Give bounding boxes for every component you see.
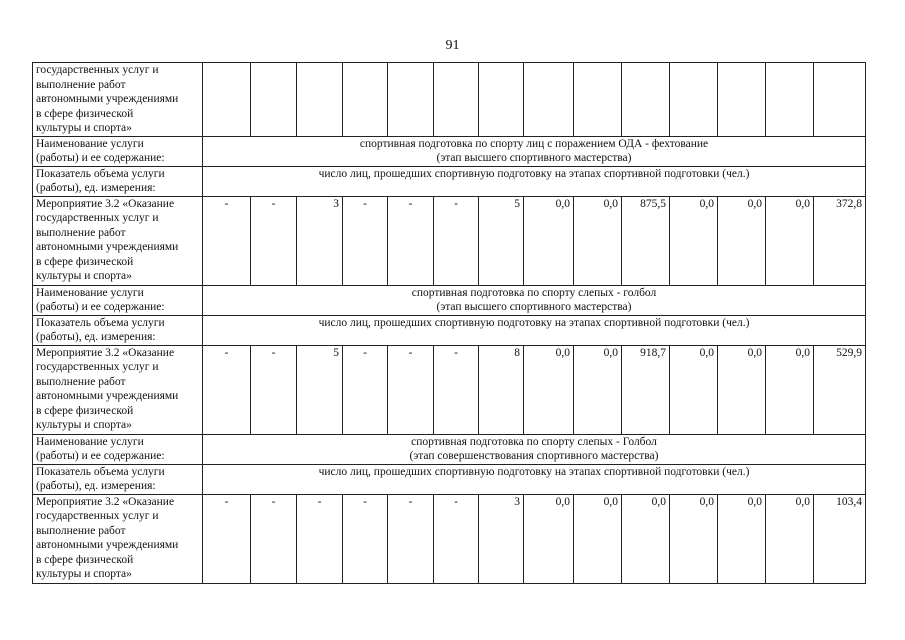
data-cell-1-10: 875,5 (622, 196, 670, 285)
data-cell-3-2: - (251, 494, 297, 583)
data-cell-3-10: 0,0 (622, 494, 670, 583)
data-cell-2-2: - (251, 345, 297, 434)
data-cell-1-2: - (251, 196, 297, 285)
data-cell-2-8: 0,0 (524, 345, 574, 434)
service-label: Наименование услуги (работы) и ее содержание: (33, 434, 203, 464)
data-cell-1-4: - (343, 196, 388, 285)
indicator-row (33, 315, 866, 345)
data-cell-3-9: 0,0 (574, 494, 622, 583)
data-cell-2-13: 0,0 (766, 345, 814, 434)
document-table (32, 62, 866, 584)
data-cell-2-1: - (203, 345, 251, 434)
continuation-label: государственных услуг и выполнение работ автономными учреждениями в сфере физической культуры и спорта» (33, 63, 203, 137)
data-cell-3-4: - (343, 494, 388, 583)
empty-cell (479, 63, 524, 137)
service-value: спортивная подготовка по спорту слепых - Голбол (этап совершенствования спортивного мастерства) (203, 434, 866, 464)
service-row (33, 285, 866, 315)
data-cell-2-9: 0,0 (574, 345, 622, 434)
page-number: 91 (445, 38, 460, 53)
empty-cell (766, 63, 814, 137)
data-cell-2-5: - (388, 345, 434, 434)
data-cell-3-7: 3 (479, 494, 524, 583)
data-cell-3-5: - (388, 494, 434, 583)
data-cell-1-3: 3 (297, 196, 343, 285)
data-cell-2-14: 529,9 (814, 345, 866, 434)
data-cell-2-6: - (434, 345, 479, 434)
indicator-label: Показатель объема услуги (работы), ед. измерения: (33, 315, 203, 345)
empty-cell (622, 63, 670, 137)
data-cell-1-6: - (434, 196, 479, 285)
data-cell-2-3: 5 (297, 345, 343, 434)
service-value: спортивная подготовка по спорту лиц с поражением ОДА - фехтование (этап высшего спортивного мастерства) (203, 136, 866, 166)
empty-cell (251, 63, 297, 137)
empty-cell (814, 63, 866, 137)
data-cell-1-13: 0,0 (766, 196, 814, 285)
data-cell-1-12: 0,0 (718, 196, 766, 285)
indicator-value: число лиц, прошедших спортивную подготовку на этапах спортивной подготовки (чел.) (203, 315, 866, 345)
data-cell-3-13: 0,0 (766, 494, 814, 583)
empty-cell (343, 63, 388, 137)
data-cell-3-12: 0,0 (718, 494, 766, 583)
data-cell-3-14: 103,4 (814, 494, 866, 583)
service-label: Наименование услуги (работы) и ее содержание: (33, 285, 203, 315)
data-cell-3-1: - (203, 494, 251, 583)
empty-cell (388, 63, 434, 137)
indicator-label: Показатель объема услуги (работы), ед. измерения: (33, 464, 203, 494)
data-cell-1-14: 372,8 (814, 196, 866, 285)
data-cell-1-5: - (388, 196, 434, 285)
measure-label: Мероприятие 3.2 «Оказание государственных услуг и выполнение работ автономными учреждениями в сфере физической культуры и спорта» (33, 494, 203, 583)
data-cell-3-11: 0,0 (670, 494, 718, 583)
data-cell-2-4: - (343, 345, 388, 434)
data-cell-1-9: 0,0 (574, 196, 622, 285)
indicator-value: число лиц, прошедших спортивную подготовку на этапах спортивной подготовки (чел.) (203, 166, 866, 196)
indicator-row (33, 464, 866, 494)
measure-label: Мероприятие 3.2 «Оказание государственных услуг и выполнение работ автономными учреждениями в сфере физической культуры и спорта» (33, 196, 203, 285)
data-cell-3-8: 0,0 (524, 494, 574, 583)
data-cell-3-3: - (297, 494, 343, 583)
data-cell-1-11: 0,0 (670, 196, 718, 285)
table-body (33, 63, 866, 584)
measure-row (33, 196, 866, 285)
data-cell-1-1: - (203, 196, 251, 285)
data-cell-2-10: 918,7 (622, 345, 670, 434)
empty-cell (524, 63, 574, 137)
data-cell-1-7: 5 (479, 196, 524, 285)
data-cell-2-7: 8 (479, 345, 524, 434)
data-cell-1-8: 0,0 (524, 196, 574, 285)
data-cell-2-12: 0,0 (718, 345, 766, 434)
empty-cell (718, 63, 766, 137)
measure-row (33, 494, 866, 583)
empty-cell (670, 63, 718, 137)
service-label: Наименование услуги (работы) и ее содержание: (33, 136, 203, 166)
indicator-value: число лиц, прошедших спортивную подготовку на этапах спортивной подготовки (чел.) (203, 464, 866, 494)
indicator-row (33, 166, 866, 196)
empty-cell (574, 63, 622, 137)
empty-cell (297, 63, 343, 137)
empty-cell (203, 63, 251, 137)
empty-cell (434, 63, 479, 137)
service-value: спортивная подготовка по спорту слепых - голбол (этап высшего спортивного мастерства) (203, 285, 866, 315)
data-cell-3-6: - (434, 494, 479, 583)
service-row (33, 136, 866, 166)
measure-row (33, 345, 866, 434)
data-cell-2-11: 0,0 (670, 345, 718, 434)
continuation-row (33, 63, 866, 137)
service-row (33, 434, 866, 464)
measure-label: Мероприятие 3.2 «Оказание государственных услуг и выполнение работ автономными учреждениями в сфере физической культуры и спорта» (33, 345, 203, 434)
indicator-label: Показатель объема услуги (работы), ед. измерения: (33, 166, 203, 196)
